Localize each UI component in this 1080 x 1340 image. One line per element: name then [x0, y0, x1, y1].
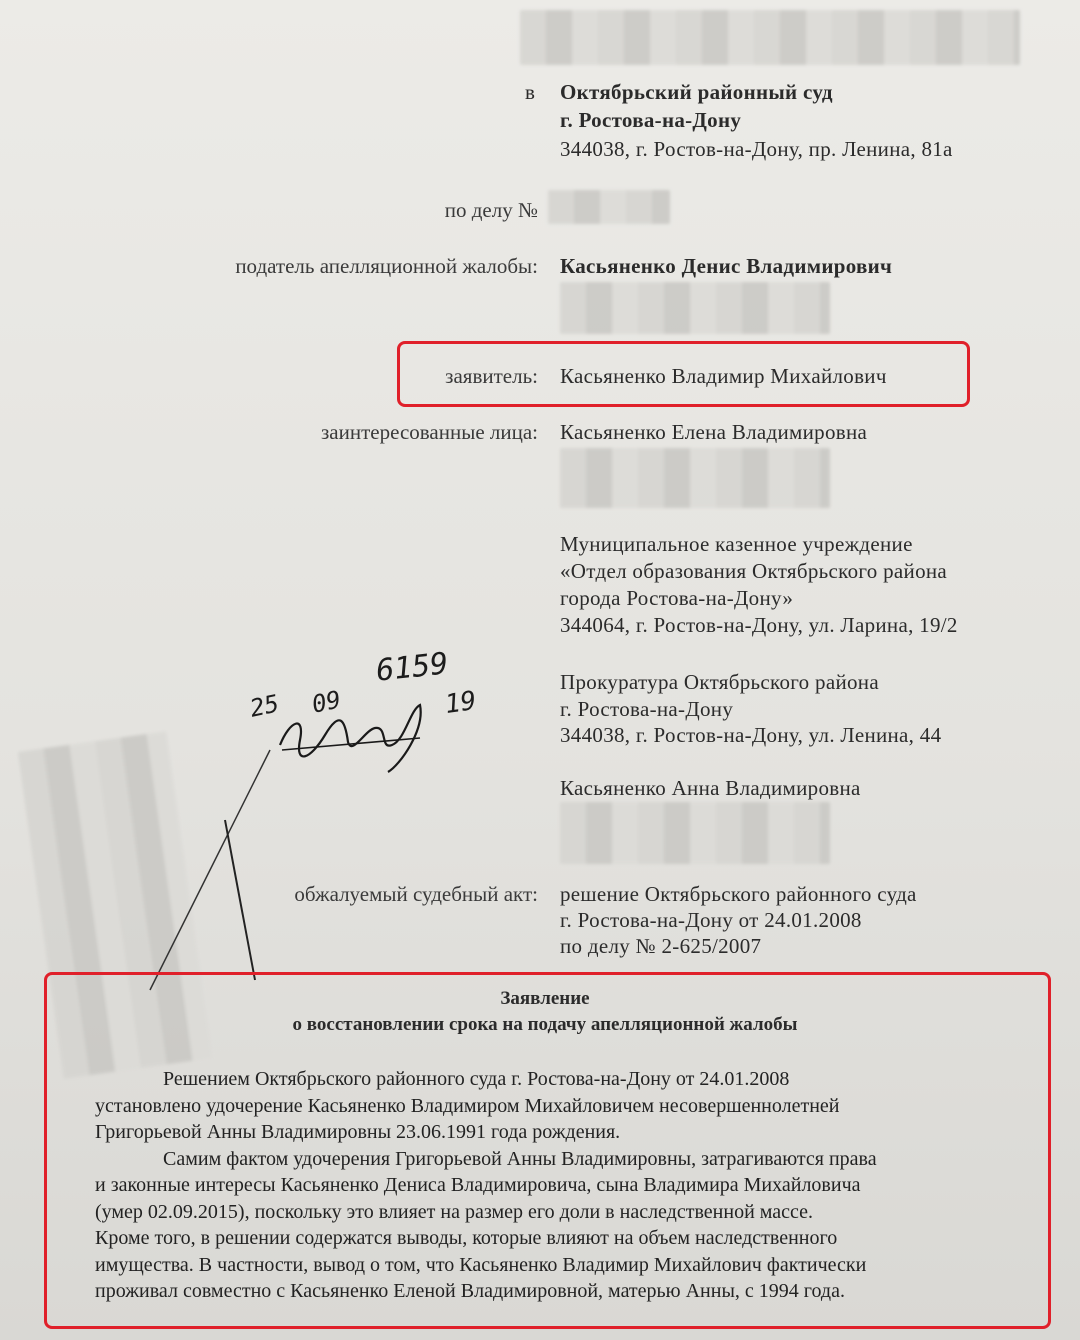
p2-line3: (умер 02.09.2015), поскольку это влияет на размер его доли в наследственной массе. — [95, 1200, 814, 1223]
redacted-case-number — [548, 190, 670, 224]
stamp-number: 6159 — [374, 646, 450, 689]
handwritten-signature — [270, 690, 470, 780]
statement-body — [95, 1066, 1007, 1305]
appealed-act-line2: г. Ростова-на-Дону от 24.01.2008 — [560, 908, 862, 932]
redacted-block-top — [520, 10, 1020, 65]
p1-line2: установлено удочерение Касьяненко Владимиром Михайловичем несовершеннолетней — [95, 1094, 840, 1117]
prosecutor-line1: Прокуратура Октябрьского района — [560, 670, 879, 694]
appellant-label: податель апелляционной жалобы: — [235, 254, 538, 278]
p1-line1: Решением Октябрьского районного суда г. Ростова-на-Дону от 24.01.2008 — [163, 1068, 790, 1090]
court-address: 344038, г. Ростов-на-Дону, пр. Ленина, 81а — [560, 137, 953, 161]
statement-subtitle: о восстановлении срока на подачу апелляционной жалобы — [292, 1014, 798, 1035]
appealed-act-line3: по делу № 2-625/2007 — [560, 934, 762, 958]
appellant-name: Касьяненко Денис Владимирович — [560, 254, 893, 278]
interested-person2: Касьяненко Анна Владимировна — [560, 776, 861, 800]
court-name: Октябрьский районный суд — [560, 80, 833, 104]
stamp-diagonal-line — [130, 740, 280, 1000]
stamp-day: 25 — [247, 689, 282, 723]
prosecutor-address: 344038, г. Ростов-на-Дону, ул. Ленина, 44 — [560, 723, 942, 747]
p2-line2: и законные интересы Касьяненко Дениса Владимировича, сына Владимира Михайловича — [95, 1174, 861, 1196]
appealed-act-label: обжалуемый судебный акт: — [294, 882, 538, 906]
p2-line5: имущества. В частности, вывод о том, что Касьяненко Владимир Михайлович фактически — [95, 1253, 867, 1276]
applicant-name: Касьяненко Владимир Михайлович — [560, 364, 887, 388]
p2-line4: Кроме того, в решении содержатся выводы, которые влияют на объем наследственного — [95, 1227, 838, 1249]
org-line3: города Ростова-на-Дону» — [560, 586, 794, 610]
applicant-label: заявитель: — [445, 364, 538, 388]
redacted-person1-address — [560, 448, 830, 508]
interested-person1: Касьяненко Елена Владимировна — [560, 420, 868, 444]
org-line1: Муниципальное казенное учреждение — [560, 532, 913, 556]
header-prefix: в — [525, 80, 536, 104]
statement-title: Заявление — [500, 988, 590, 1009]
org-address: 344064, г. Ростов-на-Дону, ул. Ларина, 19/2 — [560, 613, 958, 637]
org-line2: «Отдел образования Октябрьского района — [560, 559, 948, 583]
redacted-appellant-address — [560, 282, 830, 334]
stamp-month: 09 — [309, 685, 344, 719]
court-city: г. Ростова-на-Дону — [560, 108, 742, 132]
redacted-person2-address — [560, 802, 830, 864]
prosecutor-line2: г. Ростова-на-Дону — [560, 697, 734, 721]
appealed-act-line1: решение Октябрьского районного суда — [560, 882, 917, 906]
stamp-year: 19 — [443, 685, 479, 721]
p2-line6: проживал совместно с Касьяненко Еленой Владимировной, матерью Анны, с 1994 года. — [95, 1280, 845, 1302]
p2-line1: Самим фактом удочерения Григорьевой Анны Владимировны, затрагиваются права — [163, 1147, 877, 1170]
interested-label: заинтересованные лица: — [321, 420, 538, 444]
case-label: по делу № — [444, 198, 538, 222]
p1-line3: Григорьевой Анны Владимировны 23.06.1991 года рождения. — [95, 1121, 621, 1143]
